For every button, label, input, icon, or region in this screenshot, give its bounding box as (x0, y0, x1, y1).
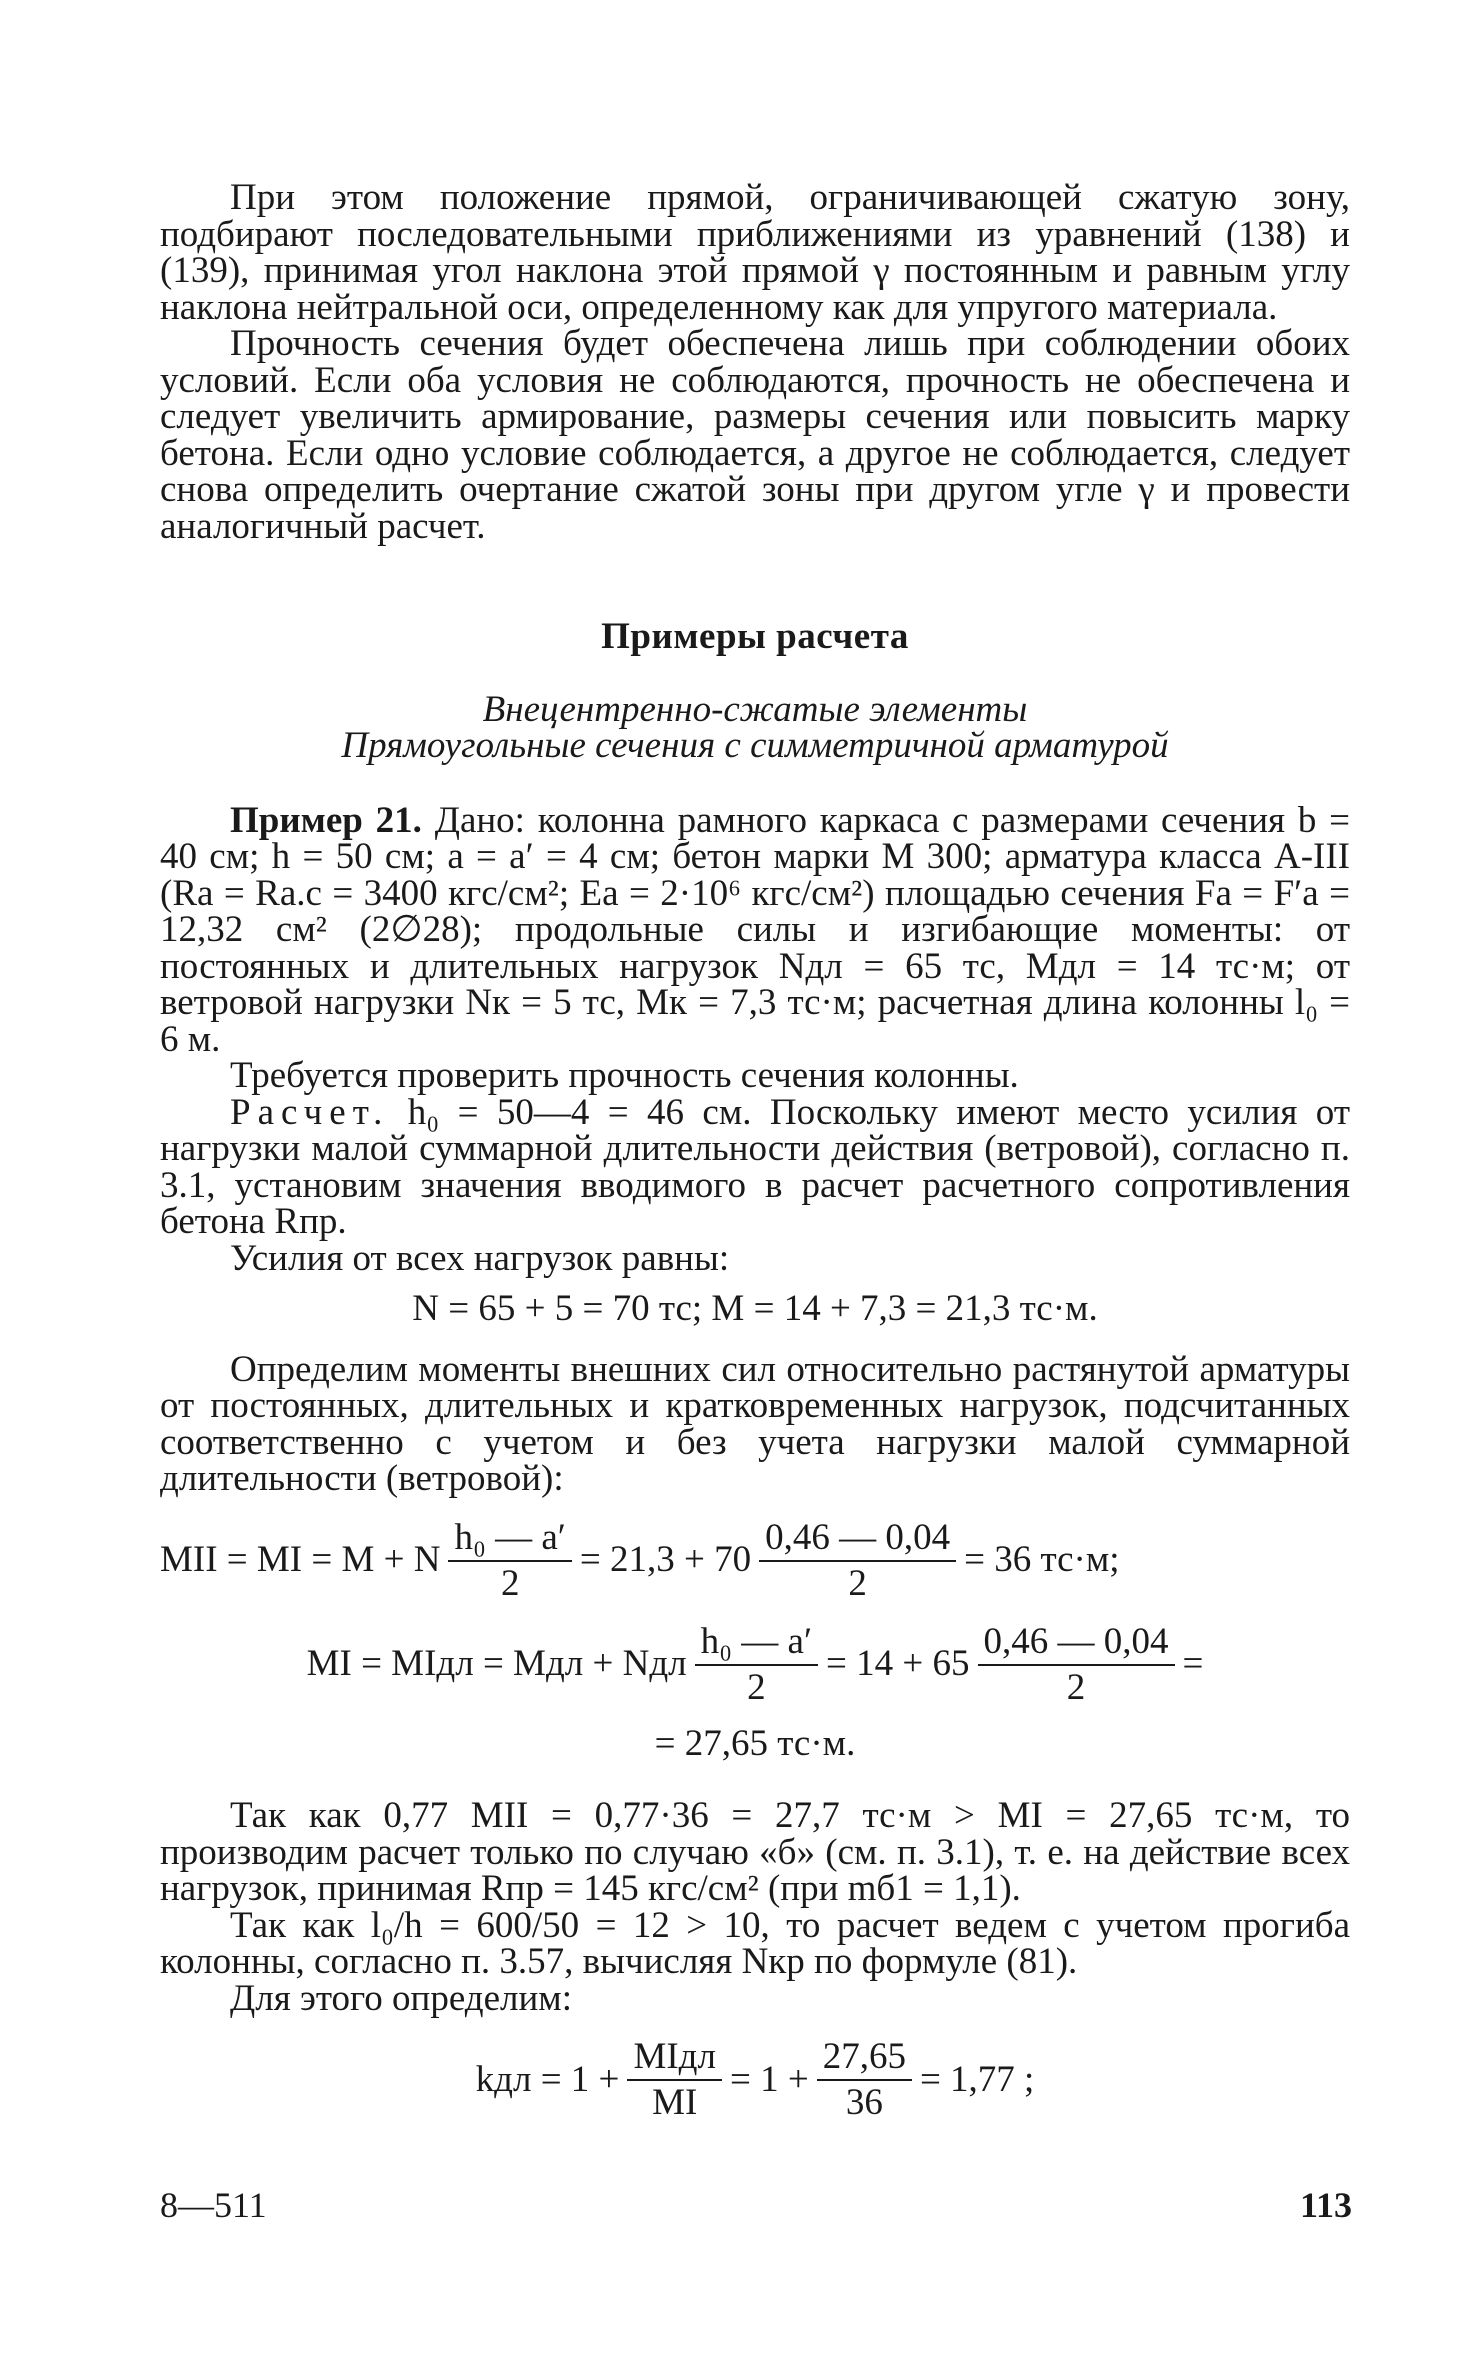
eq1-rhs: = 36 тс·м; (964, 1539, 1120, 1581)
equation-3 (160, 2037, 1350, 2123)
eq1-fraction-2 (759, 1518, 956, 1604)
eq3-lhs: kдл = 1 + (475, 2058, 620, 2100)
section-title: Примеры расчета (601, 616, 909, 657)
example-text: Дано: колонна рамного каркаса с размерами сечения b = 40 см; h = 50 см; a = a′ = 4 см; бетон марки М 300; арматура класса А-III (Rа = Rа.с = 3400 кгс/см²; Eа = 2·10⁶ кгс/см²) площадью сечения Fа = F′а = 12,32 см² (2∅28); продольные силы и изгибающие моменты: от постоянных и длительных нагрузок Nдл = 65 тс, Mдл = 14 тс·м; от ветровой нагрузки Nк = 5 тс, Mк = 7,3 тс·м; расчетная длина колонны l₀ = 6 м. (160, 799, 1351, 1060)
example-label: Пример 21. (230, 799, 422, 841)
paragraph: Так как l₀/h = 600/50 = 12 > 10, то расчет ведем с учетом прогиба колонны, согласно п. 3.57, вычисляя Nкр по формуле (81). (160, 1904, 1350, 1982)
eq3-mid: = 1 + (729, 2058, 809, 2100)
subtitle: Прямоугольные сечения с симметричной арматурой (341, 725, 1169, 766)
eq1-lhs: MII = MI = M + N (160, 1539, 441, 1581)
eq2-mid: = 14 + 65 (826, 1643, 970, 1685)
paragraph: При этом положение прямой, ограничивающей сжатую зону, подбирают последовательными приближениями из уравнений (138) и (139), принимая угол наклона этой прямой γ постоянным и равным углу наклона нейтральной оси, определенному как для упругого материала. (160, 177, 1350, 328)
eq3-fraction-2 (817, 2037, 912, 2123)
paragraph: Так как 0,77 MII = 0,77·36 = 27,7 тс·м > MI = 27,65 тс·м, то производим расчет только по случаю «б» (см. п. 3.1), т. е. на действие всех нагрузок, принимая Rпр = 145 кгс/см² (при mб1 = 1,1). (160, 1795, 1350, 1909)
calc-label: Расчет. (230, 1091, 390, 1133)
numerator: h₀ — a′ (695, 1622, 818, 1666)
subtitles (160, 688, 1350, 766)
denominator: 2 (1066, 1666, 1086, 1708)
denominator: 36 (845, 2082, 883, 2123)
numerator: h₀ — a′ (448, 1518, 571, 1562)
equation-2-result (160, 1722, 1350, 1764)
paragraph: Для этого определим: (230, 1977, 572, 2019)
denominator: 2 (500, 1562, 520, 1604)
paragraph: Прочность сечения будет обеспечена лишь при соблюдении обоих условий. Если оба условия не соблюдаются, прочность не обеспечена и следует увеличить армирование, размеры сечения или повысить марку бетона. Если одно условие соблюдается, а другое не соблюдается, следует снова определить очертание сжатой зоны при другом угле γ и провести аналогичный расчет. (160, 323, 1350, 547)
eq3-fraction-1 (627, 2037, 722, 2123)
forces-intro: Усилия от всех нагрузок равны: (230, 1237, 730, 1279)
eq2-rhs: = (1182, 1643, 1204, 1685)
denominator: MI (652, 2082, 698, 2123)
subtitle: Внецентренно-сжатые элементы (482, 688, 1028, 730)
equation-1 (160, 1518, 1350, 1604)
denominator: 2 (747, 1666, 766, 1708)
page-body (160, 177, 1351, 2123)
numerator: MIдл (627, 2037, 722, 2081)
equation-2 (160, 1622, 1350, 1708)
calc-text: h₀ = 50—4 = 46 см. Поскольку имеют место усилия от нагрузки малой суммарной длительности действия (ветровой), согласно п. 3.1, установим значения вводимого в расчет расчетного сопротивления бетона Rпр. (160, 1091, 1350, 1242)
calc-paragraph (160, 1091, 1350, 1242)
eq2-lhs: MI = MIдл = Mдл + Nдл (306, 1643, 687, 1685)
denominator: 2 (848, 1562, 867, 1604)
eq2-fraction-2 (978, 1622, 1175, 1708)
eq2-result: = 27,65 тс·м. (654, 1722, 856, 1764)
signature-mark: 8—511 (160, 2185, 267, 2225)
eq2-fraction-1 (695, 1622, 818, 1708)
eq3-rhs: = 1,77 ; (919, 2058, 1035, 2100)
moments-intro: Определим моменты внешних сил относительно растянутой арматуры от постоянных, длительных и кратковременных нагрузок, подсчитанных соответственно с учетом и без учета нагрузки малой суммарной длительности (ветровой): (160, 1348, 1350, 1499)
page-number: 113 (1299, 2185, 1352, 2225)
requirement: Требуется проверить прочность сечения колонны. (230, 1055, 1019, 1096)
numerator: 0,46 — 0,04 (759, 1518, 956, 1562)
eq1-mid: = 21,3 + 70 (579, 1539, 752, 1581)
numerator: 0,46 — 0,04 (978, 1622, 1175, 1666)
numerator: 27,65 (817, 2037, 912, 2081)
moment-equations (160, 1518, 1350, 1763)
forces-formula: N = 65 + 5 = 70 тс; M = 14 + 7,3 = 21,3 тс·м. (412, 1288, 1098, 1329)
example-paragraph (160, 799, 1351, 1060)
eq1-fraction-1 (448, 1518, 571, 1604)
